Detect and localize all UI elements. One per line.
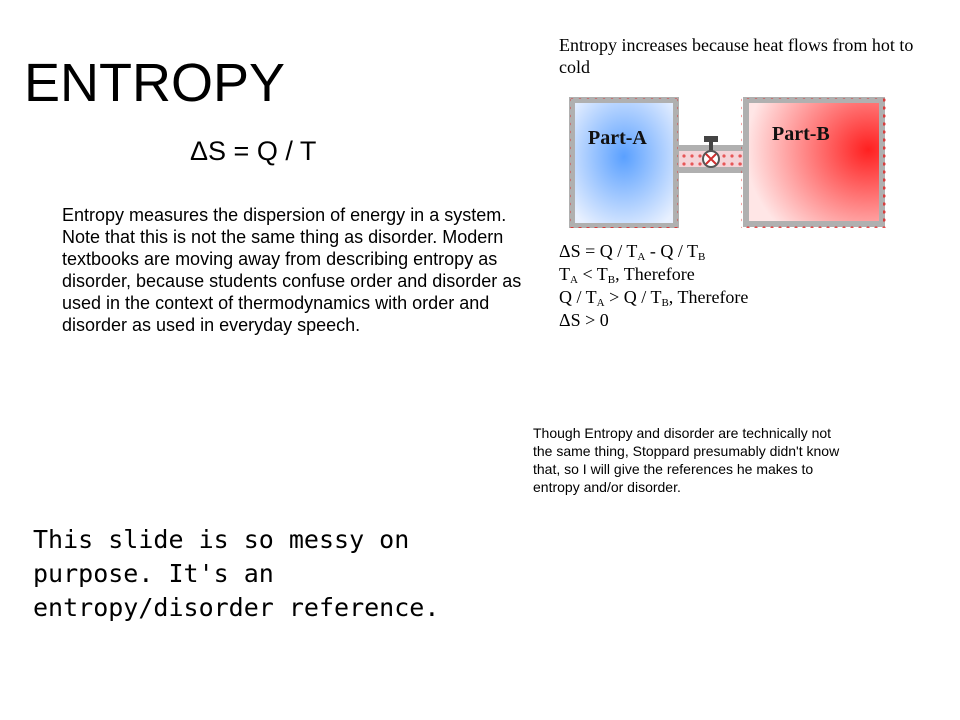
math-line-2: $T_A < T_B$, Therefore	[559, 264, 695, 286]
math-line-3: $Q / T_A > Q / T_B$, Therefore	[559, 287, 749, 309]
slide-title: ENTROPY	[24, 53, 286, 113]
heat-flow-diagram	[568, 96, 888, 228]
part-b-label: Part-B	[772, 123, 830, 145]
entropy-derivation	[559, 240, 748, 332]
entropy-description: Entropy measures the dispersion of energy in a system. Note that this is not the same thing as disorder. Modern textbooks are moving away from describing entropy as disorder, because students confuse order and disorder as used in the context of thermodynamics with order and disorder as used in everyday speech.	[62, 205, 522, 335]
stoppard-note: Though Entropy and disorder are technically not the same thing, Stoppard presumably didn't know that, so I will give the references he makes to entropy and/or disorder.	[533, 425, 840, 495]
part-b-container	[746, 100, 882, 224]
messy-remark: This slide is so messy on purpose. It's an entropy/disorder reference.	[33, 525, 440, 622]
part-a-label: Part-A	[588, 127, 647, 149]
entropy-formula: ΔS = Q / T	[190, 136, 317, 166]
diagram-caption: Entropy increases because heat flows from hot to cold	[559, 35, 914, 77]
math-line-1: $\Delta S = Q / T_A - Q / T_B$	[559, 241, 706, 263]
math-line-4: ΔS > 0	[559, 310, 609, 330]
part-a-container	[572, 100, 676, 226]
